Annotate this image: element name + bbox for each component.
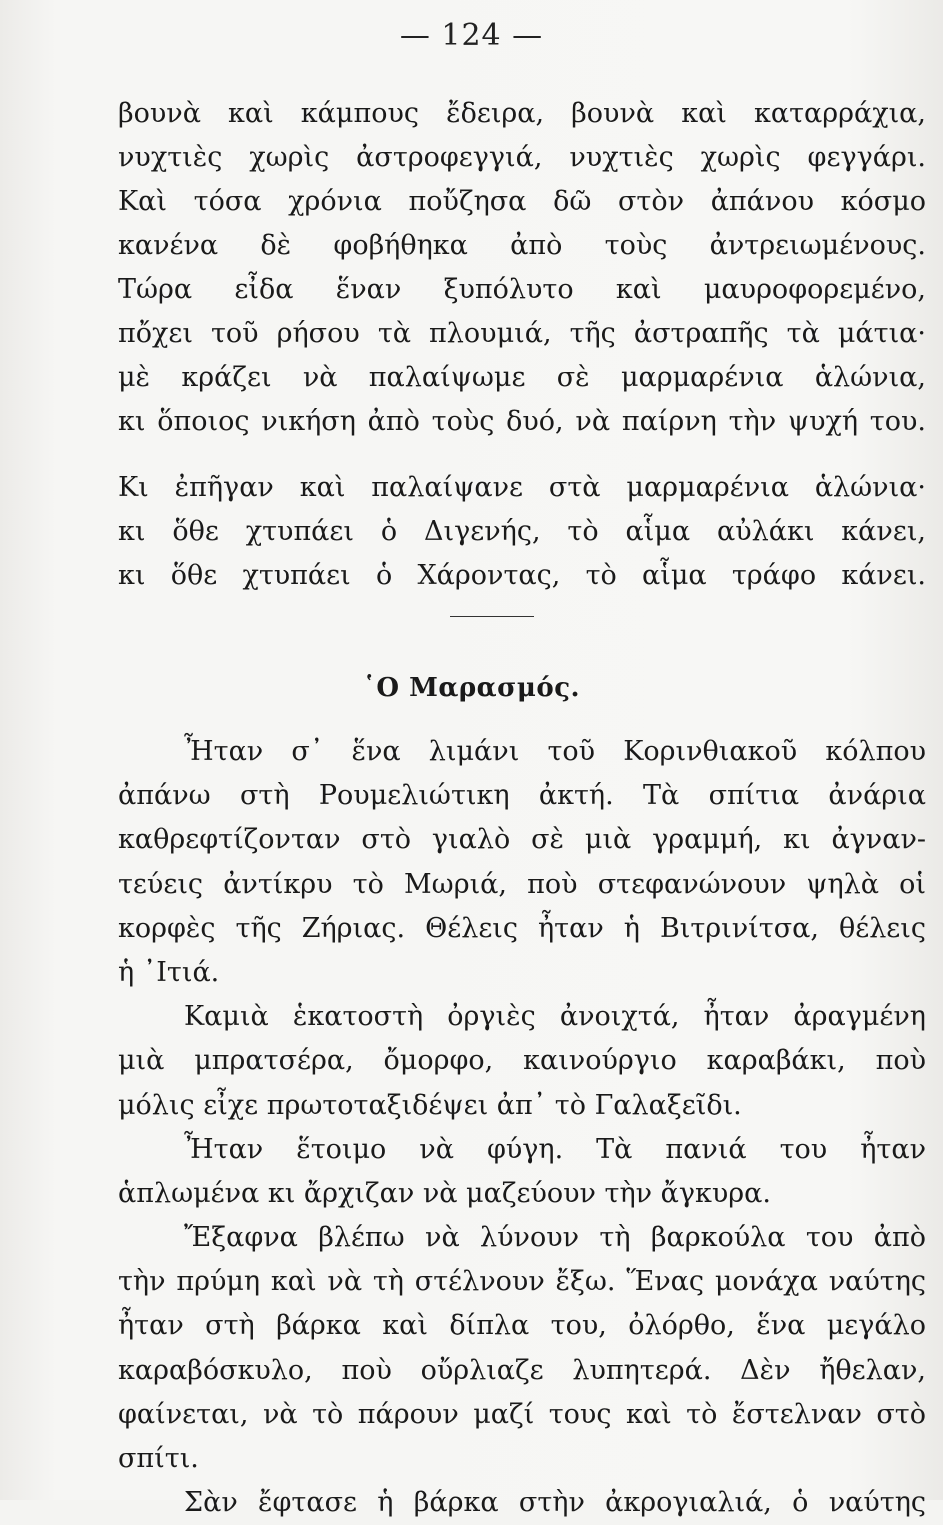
prose-line: Σὰν ἔφτασε ἡ βάρκα στὴν ἀκρογιαλιά, ὁ ναύτης bbox=[184, 1487, 926, 1519]
poem-line: βουνὰ καὶ κάμπους ἔδειρα, βουνὰ καὶ καταρράχια, bbox=[118, 98, 926, 129]
poem-line: κι ὅποιος νικήση ἀπὸ τοὺς δυό, νὰ παίρνη τὴν ψυχή του. bbox=[118, 406, 926, 437]
prose-line: τὴν πρύμη καὶ νὰ τὴ στέλνουν ἔξω. Ἕνας μονάχα ναύτης bbox=[118, 1266, 926, 1298]
poem-line: κι ὅθε χτυπάει ὁ Διγενής, τὸ αἷμα αὐλάκι κάνει, bbox=[118, 516, 926, 547]
prose-line: μιὰ μπρατσέρα, ὄμορφο, καινούργιο καραβάκι, ποὺ bbox=[118, 1045, 926, 1077]
prose-line: ἁπλωμένα κι ἄρχιζαν νὰ μαζεύουν τὴν ἄγκυρα. bbox=[118, 1177, 771, 1209]
poem-line: μὲ κράζει νὰ παλαίψωμε σὲ μαρμαρένια ἁλώνια, bbox=[118, 362, 926, 393]
prose-line: ἡ ᾿Ιτιά. bbox=[118, 956, 220, 988]
poem-line: Κι ἐπῆγαν καὶ παλαίψανε στὰ μαρμαρένια ἁλώνια· bbox=[118, 472, 926, 503]
poem-line: κι ὅθε χτυπάει ὁ Χάροντας, τὸ αἷμα τράφο κάνει. bbox=[118, 560, 926, 591]
prose-line: καραβόσκυλο, ποὺ οὔρλιαζε λυπητερά. Δὲν ἤθελαν, bbox=[118, 1354, 926, 1386]
poem-line: νυχτιὲς χωρὶς ἀστροφεγγιά, νυχτιὲς χωρὶς φεγγάρι. bbox=[118, 142, 926, 173]
prose-line: σπίτι. bbox=[118, 1443, 199, 1474]
poem-line: πὄχει τοῦ ρήσου τὰ πλουμιά, τῆς ἀστραπῆς τὰ μάτια· bbox=[118, 318, 926, 349]
prose-line: μόλις εἶχε πρωτοταξιδέψει ἀπ᾿ τὸ Γαλαξεῖδι. bbox=[118, 1089, 742, 1121]
prose-line: καθρεφτίζονταν στὸ γιαλὸ σὲ μιὰ γραμμή, κι ἀγναν- bbox=[118, 824, 926, 856]
section-title: ῾Ο Μαρασμός. bbox=[362, 673, 581, 703]
section-divider bbox=[450, 616, 534, 617]
poem-line: Τώρα εἶδα ἕναν ξυπόλυτο καὶ μαυροφορεμένο, bbox=[118, 274, 926, 305]
prose-line: Ἦταν σ᾿ ἕνα λιμάνι τοῦ Κορινθιακοῦ κόλπου bbox=[184, 736, 926, 767]
prose-line: Ἦταν ἕτοιμο νὰ φύγη. Τὰ πανιά του ἦταν bbox=[184, 1133, 926, 1165]
poem-stanza-1 bbox=[118, 92, 926, 444]
prose-line: ἦταν στὴ βάρκα καὶ δίπλα του, ὀλόρθο, ἕνα μεγάλο bbox=[118, 1310, 926, 1342]
prose-line: κορφὲς τῆς Ζήριας. Θέλεις ἦταν ἡ Βιτρινίτσα, θέλεις bbox=[118, 912, 926, 944]
prose-line: ἀπάνω στὴ Ρουμελιώτικη ἀκτή. Τὰ σπίτια ἀνάρια bbox=[118, 780, 926, 812]
poem-line: Καὶ τόσα χρόνια ποὔζησα δῶ στὸν ἀπάνου κόσμο bbox=[118, 186, 926, 217]
poem-stanza-2 bbox=[118, 466, 926, 598]
poem-line: κανένα δὲ φοβήθηκα ἀπὸ τοὺς ἀντρειωμένους. bbox=[118, 230, 926, 261]
prose-line: Ἔξαφνα βλέπω νὰ λύνουν τὴ βαρκούλα του ἀπὸ bbox=[184, 1222, 926, 1254]
prose-line: φαίνεται, νὰ τὸ πάρουν μαζί τους καὶ τὸ ἔστελναν στὸ bbox=[118, 1398, 926, 1430]
prose-line: τεύεις ἀντίκρυ τὸ Μωριά, ποὺ στεφανώνουν ψηλὰ οἱ bbox=[118, 868, 926, 900]
prose-body bbox=[118, 730, 926, 1525]
page-number: — 124 — bbox=[399, 18, 544, 53]
prose-line: Καμιὰ ἑκατοστὴ ὀργιὲς ἀνοιχτά, ἦταν ἀραγμένη bbox=[184, 1001, 926, 1033]
